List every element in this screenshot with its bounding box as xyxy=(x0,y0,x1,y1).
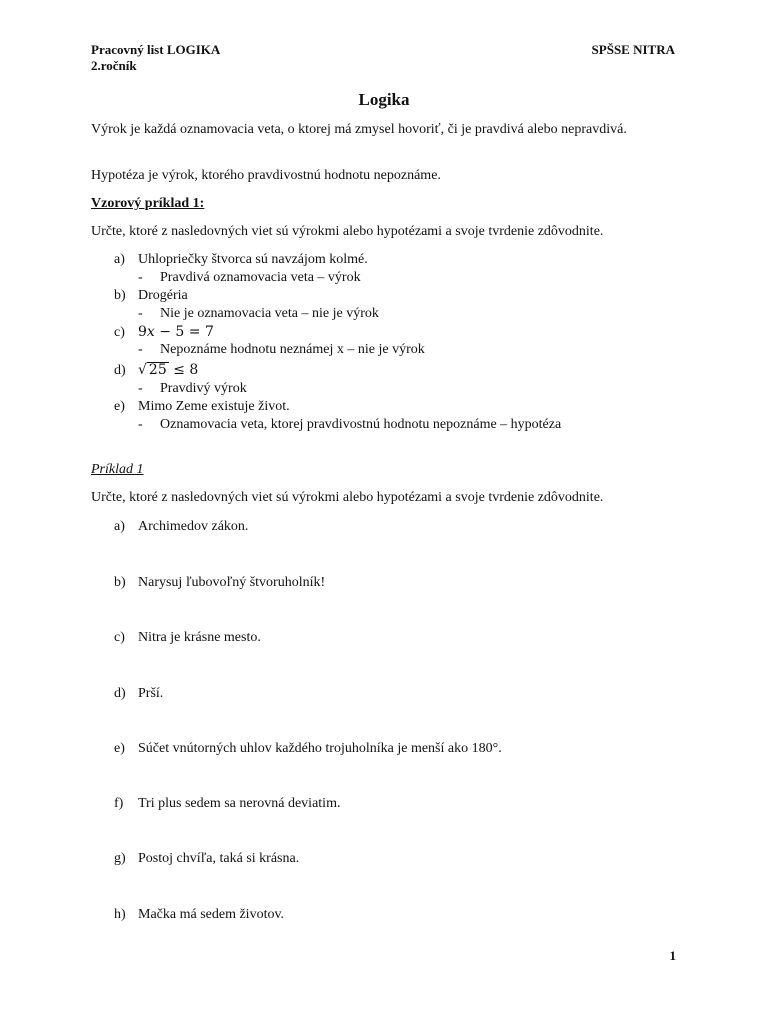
exercise-item-c xyxy=(114,629,261,647)
example-heading-text: Vzorový príklad 1: xyxy=(91,196,205,211)
answer-text: Nie je oznamovacia veta – nie je výrok xyxy=(160,306,379,321)
item-text: Tri plus sedem sa nerovná deviatim. xyxy=(138,796,341,811)
exercise-heading-text: Príklad 1 xyxy=(91,462,144,477)
answer-dash: - xyxy=(138,342,143,357)
exercise-heading xyxy=(91,461,681,479)
answer-text: Pravdivý výrok xyxy=(160,381,247,396)
item-text: Mimo Zeme existuje život. xyxy=(138,399,290,414)
worksheet-title: Pracovný list LOGIKA xyxy=(91,42,221,57)
sqrt-radicand: 25 xyxy=(148,362,167,378)
example-answer-b xyxy=(138,305,379,323)
item-label: e) xyxy=(114,741,125,756)
answer-text: Pravdivá oznamovacia veta – výrok xyxy=(160,270,361,285)
item-label: b) xyxy=(114,288,126,303)
item-label: h) xyxy=(114,907,126,922)
definition-statement: Výrok je každá oznamovacia veta, o ktorej má zmysel hovoriť, či je pravdivá alebo nepravdivá. xyxy=(91,122,627,137)
example-instruction: Určte, ktoré z nasledovných viet sú výrokmi alebo hypotézami a svoje tvrdenie zdôvodnite. xyxy=(91,224,604,239)
answer-text: Oznamovacia veta, ktorej pravdivostnú hodnotu nepoznáme – hypotéza xyxy=(160,417,562,432)
item-label: a) xyxy=(114,252,125,267)
answer-dash: - xyxy=(138,417,143,432)
item-label: b) xyxy=(114,575,126,590)
answer-dash: - xyxy=(138,381,143,396)
inequality-rest: ≤ 8 xyxy=(168,362,199,378)
exercise-item-h xyxy=(114,906,284,924)
header-left xyxy=(91,42,220,74)
example-answer-c xyxy=(138,341,425,359)
exercise-item-f xyxy=(114,795,340,813)
exercise-item-b xyxy=(114,574,325,592)
example-answer-e xyxy=(138,416,561,434)
item-inequality: √ 25 ≤ 8 xyxy=(138,362,199,378)
example-item-b xyxy=(114,287,188,305)
item-text: Narysuj ľubovoľný štvoruholník! xyxy=(138,575,326,590)
example-answer-d xyxy=(138,380,247,398)
item-label: g) xyxy=(114,851,126,866)
item-text: Prší. xyxy=(138,686,164,701)
answer-text: Nepoznáme hodnotu neznámej x – nie je výrok xyxy=(160,342,425,357)
item-text: Mačka má sedem životov. xyxy=(138,907,285,922)
exercise-item-e xyxy=(114,740,502,758)
item-text: Archimedov zákon. xyxy=(138,519,249,534)
item-label: d) xyxy=(114,686,126,701)
example-item-d xyxy=(114,361,198,380)
grade-label: 2.ročník xyxy=(91,58,137,73)
item-text: Nitra je krásne mesto. xyxy=(138,630,261,645)
answer-dash: - xyxy=(138,306,143,321)
example-item-c xyxy=(114,323,214,342)
item-label: f) xyxy=(114,796,124,811)
item-equation: 9𝑥 − 5 = 7 xyxy=(138,324,214,340)
item-label: d) xyxy=(114,363,126,378)
item-label: c) xyxy=(114,325,125,340)
item-text: Postoj chvíľa, taká si krásna. xyxy=(138,851,300,866)
example-item-e xyxy=(114,398,290,416)
example-answer-a xyxy=(138,269,361,287)
exercise-item-d xyxy=(114,685,163,703)
item-label: a) xyxy=(114,519,125,534)
item-text: Súčet vnútorných uhlov každého trojuholníka je menší ako 180°. xyxy=(138,741,502,756)
item-text: Drogéria xyxy=(138,288,188,303)
definition-hypothesis: Hypotéza je výrok, ktorého pravdivostnú hodnotu nepoznáme. xyxy=(91,168,441,183)
exercise-item-a xyxy=(114,518,248,536)
exercise-instruction: Určte, ktoré z nasledovných viet sú výrokmi alebo hypotézami a svoje tvrdenie zdôvodnite. xyxy=(91,490,604,505)
page-title: Logika xyxy=(358,90,410,109)
item-label: e) xyxy=(114,399,125,414)
example-item-a xyxy=(114,251,368,269)
page-number: 1 xyxy=(669,948,676,963)
item-text: Uhlopriečky štvorca sú navzájom kolmé. xyxy=(138,252,368,267)
item-label: c) xyxy=(114,630,125,645)
school-name: SPŠSE NITRA xyxy=(591,42,675,57)
answer-dash: - xyxy=(138,270,143,285)
exercise-item-g xyxy=(114,850,299,868)
example-heading xyxy=(91,195,681,213)
